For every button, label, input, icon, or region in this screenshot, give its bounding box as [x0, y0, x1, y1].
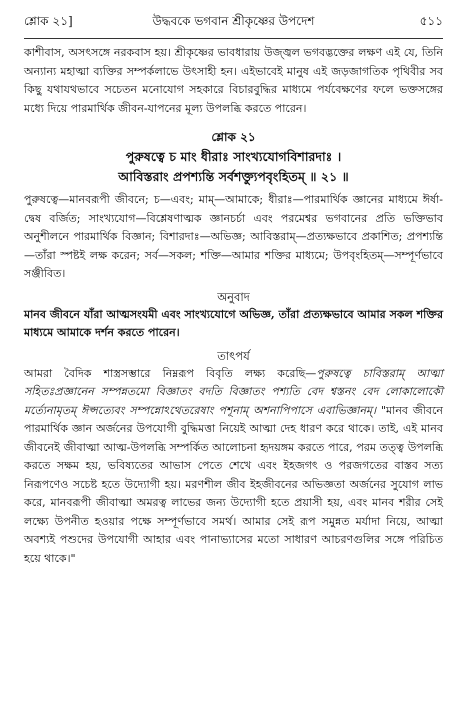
- header-chapter-title: উদ্ধবকে ভগবান শ্রীকৃষ্ণের উপদেশ: [152, 14, 315, 28]
- translation-heading: অনুবাদ: [217, 289, 250, 304]
- purport-heading: তাৎপর্য: [217, 348, 250, 363]
- verse-heading: শ্লোক ২১: [211, 130, 256, 144]
- purport-paragraph: [24, 365, 443, 569]
- purport-sanskrit-quote: পুরুষত্বে চাবিস্তরাম্ আত্মা সহিতঃপ্রজ্ঞানেন সম্পন্নতমো বিজ্ঞাতং বদতি বিজ্ঞাতং পশ্যতি বেদ শ্বস্তনং বেদ লোকালোকৌ মর্ত্যেনামৃতম্ ঈপ্সত্যেবং সম্পন্নোঽথেতরেষাং পশূনাম্ অশনাপিপাসে এবাভিজ্ঞানম্।: [24, 366, 443, 417]
- page-header: [24, 14, 443, 32]
- page-body: [24, 44, 443, 568]
- header-divider: [24, 38, 443, 39]
- header-verse-ref: শ্লোক ২১]: [24, 13, 73, 33]
- purport-translation: "মানব জীবনে পারমার্থিক জ্ঞান অর্জনের উপযোগী বুদ্ধিমত্তা নিয়েই আত্মা দেহ ধারণ করে থাকে। তাই, এই মানব জীবনেই জীবাত্মা আত্ম-উপলব্ধি সম্পর্কিত আলোচনা হৃদয়ঙ্গম করতে পারে, পরম তত্ত্ব উপলব্ধি করতে সক্ষম হয়, ভবিষ্যতের আভাস পেতে শেখে এবং ইহজগৎ ও পরজগতের বাস্তব সত্য নিরূপণেও সচেষ্ট হতে উদ্যোগী হয়। মরণশীল জীব ইহজীবনের অভিজ্ঞতা অর্জনের সুযোগ লাভ করে, মানবরূপী জীবাত্মা অমরত্ব লাভের জন্য উদ্যোগী হতে প্রয়াসী হয়, এবং মানব শরীর সেই লক্ষ্যে উপনীত হওয়ার পক্ষে সম্পূর্ণভাবে সমর্থ। আমার সেই রূপ সমুন্নত মর্যাদা নিয়ে, আত্মা অবশ্যই পশুদের উপযোগী আহার এবং পানাভ্যাসের মতো সাধারণ আচরণগুলির সঙ্গে পরিচিত হয়ে থাকে।": [24, 403, 443, 565]
- verse-line-2: আবিস্তরাং প্রপশ্যন্তি সর্বশক্ত্যুপবৃংহিতম্‌ ॥ ২১ ॥: [118, 169, 349, 184]
- translation-paragraph: মানব জীবনে যাঁরা আত্মসংযমী এবং সাংখ্যযোগে অভিজ্ঞ, তাঁরা প্রত্যক্ষভাবে আমার সকল শক্তির মাধ্যমে আমাকে দর্শন করতে পারেন।: [24, 307, 443, 339]
- verse-line-1: পুরুষত্বে চ মাং ধীরাঃ সাংখ্যযোগবিশারদাঃ ।: [125, 149, 342, 164]
- synonyms-paragraph: পুরুষত্বে—মানবরূপী জীবনে; চ—এবং; মাম্—আমাকে; ধীরাঃ—পারমার্থিক জ্ঞানের মাধ্যমে ঈর্ষা-দ্বেষ বর্জিত; সাংখ্যযোগ—বিশ্লেষণাত্মক জ্ঞানচর্চা এবং পরমেশ্বর ভগবানের প্রতি ভক্তিভাব অনুশীলনে পারমার্থিক বিজ্ঞান; বিশারদাঃ—অভিজ্ঞ; আবিস্তরাম্—প্রত্যক্ষভাবে প্রকাশিত; প্রপশ্যন্তি—তাঁরা স্পষ্টই লক্ষ করেন; সর্ব—সকল; শক্তি—আমার শক্তির মাধ্যমে; উপবৃংহিতম্—সম্পূর্ণভাবে সঞ্জীবিত।: [24, 193, 443, 280]
- intro-paragraph: কাশীবাস, অসৎসঙ্গে নরকবাস হয়। শ্রীকৃষ্ণের ভাবধারায় উজ্জ্বল ভগবদ্ভক্তের লক্ষণ এই যে, তিনি অন্যান্য মহাত্মা ব্যক্তির সম্পর্কলাভে উৎসাহী হন। এইভাবেই মানুষ এই জড়জাগতিক পৃথিবীর সব কিছু যথাযথভাবে সচেতন মনোযোগ সহকারে বিচারবুদ্ধির মাধ্যমে পর্যবেক্ষণের ফলে ভক্তসঙ্গের মধ্যে দিয়ে পারমার্থিক জীবন-যাপনের মূল্য উপলব্ধি করতে পারেন।: [24, 46, 443, 115]
- page-number: ৫১১: [420, 13, 443, 33]
- purport-lead: আমরা বৈদিক শাস্ত্রসম্ভারে নিম্নরূপ বিবৃতি লক্ষ্য করেছি—: [24, 366, 317, 380]
